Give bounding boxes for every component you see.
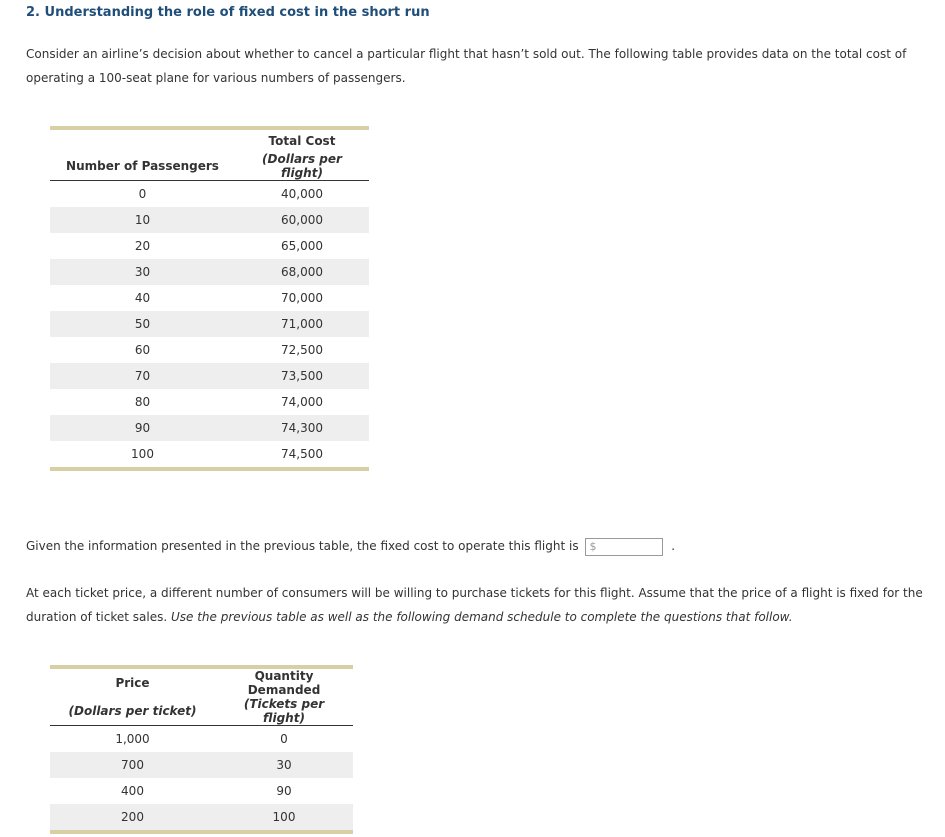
total-cost-cell: 73,500 <box>235 363 369 389</box>
passengers-cell: 100 <box>131 447 154 461</box>
total-cost-cell: 74,000 <box>281 395 323 409</box>
fixed-cost-input[interactable] <box>585 538 663 556</box>
demand-intro-line-2 <box>26 605 923 629</box>
table-row <box>50 778 353 804</box>
intro-paragraph <box>26 42 906 90</box>
table-row <box>50 337 369 363</box>
total-cost-cell: 71,000 <box>235 311 369 337</box>
fixed-cost-question-text: Given the information presented in the previous table, the fixed cost to operate this flight is <box>26 539 579 553</box>
fixed-cost-question <box>26 534 675 558</box>
table-row <box>50 415 369 441</box>
price-cell: 1,000 <box>115 732 150 746</box>
total-cost-cell: 60,000 <box>235 207 369 233</box>
table-row <box>50 259 369 285</box>
passengers-cell: 80 <box>134 395 151 409</box>
quantity-cell: 90 <box>276 784 292 798</box>
passengers-cell: 30 <box>50 259 235 285</box>
quantity-cell: 0 <box>280 732 288 746</box>
price-cell: 400 <box>121 784 144 798</box>
total-cost-cell: 72,500 <box>281 343 323 357</box>
table-row <box>50 389 369 415</box>
quantity-col-header-sub: (Tickets per flight) <box>215 697 353 726</box>
cost-col-header-sub: (Dollars per flight) <box>235 152 369 181</box>
total-cost-cell: 74,500 <box>281 447 323 461</box>
cost-col-header-top: Total Cost <box>268 134 336 148</box>
passengers-cell: 0 <box>138 187 147 201</box>
table-row <box>50 363 369 389</box>
quantity-cell: 100 <box>215 804 353 832</box>
price-cell: 200 <box>50 804 215 832</box>
section-heading: 2. Understanding the role of fixed cost in the short run <box>26 5 430 20</box>
passengers-col-header: Number of Passengers <box>50 152 235 181</box>
passengers-cell: 50 <box>50 311 235 337</box>
table-row <box>50 207 369 233</box>
total-cost-cell: 65,000 <box>281 239 323 253</box>
demand-intro-line-1: At each ticket price, a different number of consumers will be willing to purchase tickets for this flight. Assume that the price of a flight is fixed for the <box>26 586 923 600</box>
demand-intro-line-2-plain: duration of ticket sales. <box>26 610 168 624</box>
demand-intro-paragraph <box>26 581 923 629</box>
table-row <box>50 233 369 259</box>
passengers-cell: 90 <box>50 415 235 441</box>
cost-table-corner <box>50 128 235 152</box>
passengers-cell: 60 <box>134 343 151 357</box>
demand-intro-line-2-italic: Use the previous table as well as the following demand schedule to complete the questions that follow. <box>170 610 793 624</box>
total-cost-cell: 70,000 <box>281 291 323 305</box>
price-col-header-sub: (Dollars per ticket) <box>50 697 215 726</box>
passengers-cell: 20 <box>134 239 151 253</box>
total-cost-cell: 40,000 <box>281 187 323 201</box>
total-cost-cell: 68,000 <box>235 259 369 285</box>
price-col-header-top: Price <box>115 676 150 690</box>
table-row <box>50 804 353 832</box>
total-cost-table <box>50 126 369 471</box>
dollar-prefix: $ <box>589 539 597 553</box>
table-row <box>50 311 369 337</box>
fixed-cost-question-period: . <box>671 539 676 553</box>
quantity-col-header-top: Quantity Demanded <box>247 669 321 697</box>
table-row <box>50 726 353 753</box>
price-cell: 700 <box>50 752 215 778</box>
intro-line-2: operating a 100-seat plane for various numbers of passengers. <box>26 71 406 85</box>
passengers-cell: 70 <box>50 363 235 389</box>
demand-schedule-table <box>50 665 353 834</box>
demand-table-body <box>50 726 353 833</box>
intro-line-1: Consider an airline’s decision about whether to cancel a particular flight that hasn’t sold out. The following table provides data on the total cost of <box>26 47 907 61</box>
passengers-cell: 40 <box>134 291 151 305</box>
table-row <box>50 441 369 469</box>
table-row <box>50 285 369 311</box>
total-cost-cell: 74,300 <box>235 415 369 441</box>
quantity-cell: 30 <box>215 752 353 778</box>
table-row <box>50 181 369 208</box>
table-row <box>50 752 353 778</box>
cost-table-body <box>50 181 369 470</box>
passengers-cell: 10 <box>50 207 235 233</box>
